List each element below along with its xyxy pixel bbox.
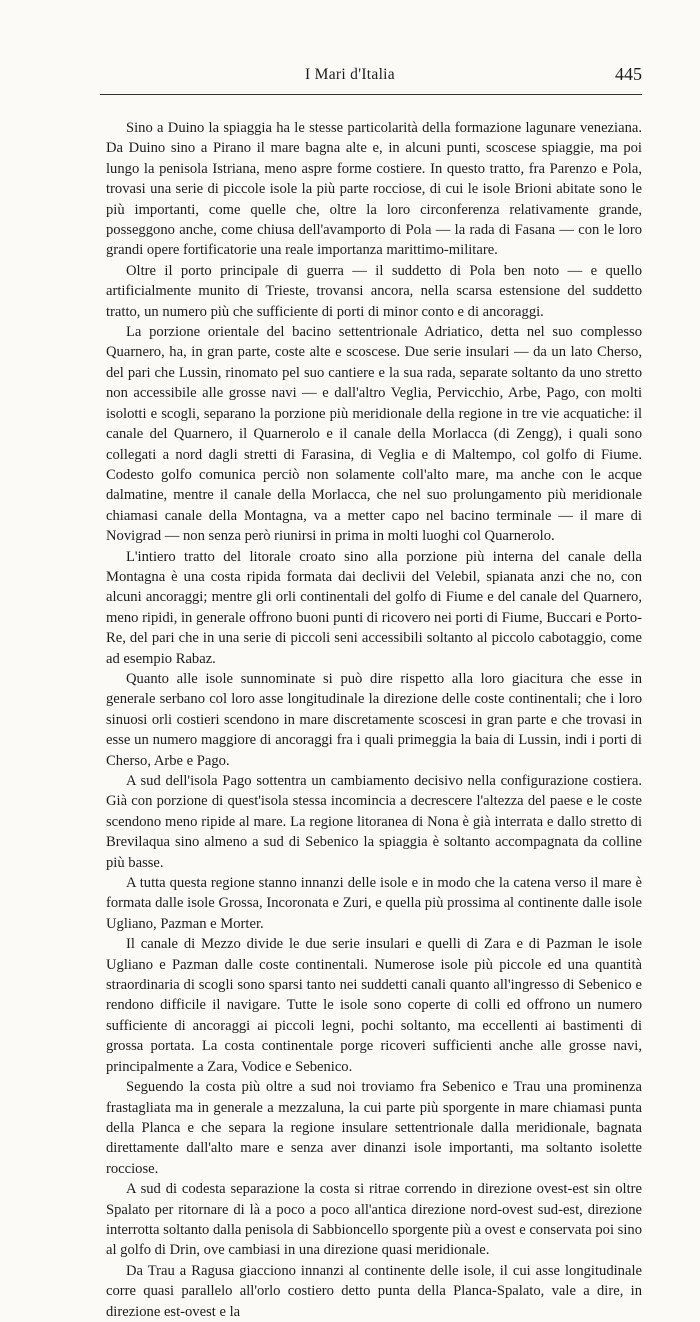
paragraph: Quanto alle isole sunnominate si può dire rispetto alla loro giacitura che esse in generale serbano col loro asse longitudinale la direzione delle coste continentali; che i loro sinuosi orli costieri scendono in mare discretamente scoscesi in gran parte e che trovasi in esse un numero maggiore di ancoraggi fra i quali primeggia la baia di Lussin, indi i porti di Cherso, Arbe e Pago.: [106, 670, 642, 769]
paragraph: L'intiero tratto del litorale croato sino alla porzione più interna del canale della Montagna è una costa ripida formata dai declivii del Velebil, spianata anzi che no, con alcuni ancoraggi; mentre gli orli continentali del golfo di Fiume e del canale del Quarnero, meno ripidi, in generale offrono buoni punti di ricovero nei porti di Fiume, Buccari e Porto-Re, del pari che in una serie di piccoli seni accessibili soltanto al piccolo cabotaggio, come ad esempio Rabaz.: [106, 548, 642, 667]
paragraph: Sino a Duino la spiaggia ha le stesse particolarità della formazione lagunare veneziana. Da Duino sino a Pirano il mare bagna alte e, in alcuni punti, scoscese spiaggie, ma poi lungo la penisola Istriana, meno aspre forme costiere. In questo tratto, fra Parenzo e Pola, trovasi una serie di piccole isole la più parte rocciose, di cui le isole Brioni abitate sono le più importanti, come quelle che, oltre la loro circonferenza relativamente grande, posseggono anche, come chiusa dell'avamporto di Pola — la rada di Fasana — con le loro grandi opere fortificatorie una reale importanza marittimo-militare.: [106, 120, 642, 259]
paragraph: La porzione orientale del bacino settentrionale Adriatico, detta nel suo complesso Quarnero, ha, in gran parte, coste alte e scoscese. Due serie insulari — da un lato Cherso, del pari che Lussin, rinomato pel suo cantiere e la sua rada, separate soltanto da uno stretto non accessibile alle grosse navi — e dall'altro Veglia, Pervicchio, Arbe, Pago, con molti isolotti e scogli, separano la porzione più meridionale della regione in tre vie acquatiche: il canale del Quarnero, il Quarnerolo e il canale della Morlacca (di Zengg), i quali sono collegati a nord dagli stretti di Farasina, di Veglia e di Maltempo, col golfo di Fiume. Codesto golfo comunica perciò non solamente coll'alto mare, ma anche con le acque dalmatine, mentre il canale della Morlacca, che nel suo prolungamento più meridionale chiamasi canale della Montagna, va a metter capo nel bacino terminale — il mare di Novigrad — non senza però riunirsi in prima in molti luoghi col Quarnerolo.: [106, 324, 642, 545]
running-title: I Mari d'Italia: [305, 66, 395, 83]
paragraph: Seguendo la costa più oltre a sud noi troviamo fra Sebenico e Trau una prominenza frastagliata ma in generale a mezzaluna, la cui parte più sporgente in mare chiamasi punta della Planca e che separa la regione insulare settentrionale dalla meridionale, bagnata direttamente dall'alto mare e senza aver dinanzi isole importanti, ma soltanto isolette rocciose.: [106, 1079, 642, 1177]
paragraph: Il canale di Mezzo divide le due serie insulari e quelli di Zara e di Pazman le isole Ugliano e Pazman dalle coste continentali. Numerose isole più piccole ed una quantità straordinaria di scogli sono sparsi tanto nei suddetti canali quanto all'ingresso di Sebenico e rendono difficile il navigare. Tutte le isole sono coperte di colli ed offrono un numero sufficiente di ancoraggi ai piccoli legni, pochi soltanto, ma eccellenti ai bastimenti di grossa portata. La costa continentale porge ricoveri sufficienti anche alle grosse navi, principalmente a Zara, Vodice e Sebenico.: [106, 936, 642, 1075]
paragraph: A sud dell'isola Pago sottentra un cambiamento decisivo nella configurazione costiera. Già con porzione di quest'isola stessa incomincia a decrescere l'altezza del paese e le coste scendono meno ripide al mare. La regione litoranea di Nona è già interrata e dallo stretto di Brevilaqua sino almeno a sud di Sebenico la spiaggia è soltanto accompagnata da colline più basse.: [106, 773, 642, 871]
header-rule: [100, 94, 642, 95]
page-header: [0, 66, 700, 90]
paragraph: A tutta questa regione stanno innanzi delle isole e in modo che la catena verso il mare è formata dalle isole Grossa, Incoronata e Zuri, e quella più prossima al continente dalle isole Ugliano, Pazman e Morter.: [106, 875, 642, 932]
paragraph: Da Trau a Ragusa giacciono innanzi al continente delle isole, il cui asse longitudinale corre quasi parallelo all'orlo costiero detto punta della Planca-Spalato, vale a dire, in direzione est-ovest e la: [106, 1262, 642, 1320]
paragraph: A sud di codesta separazione la costa si ritrae correndo in direzione ovest-est sin oltre Spalato per ritornare di là a poco a poco all'antica direzione nord-ovest sud-est, direzione interrotta soltanto dalla penisola di Sabbioncello sporgente più a ovest e conservata poi sino al golfo di Drin, ove cambiasi in una direzione quasi meridionale.: [106, 1181, 642, 1259]
paragraph: Oltre il porto principale di guerra — il suddetto di Pola ben noto — e quello artificialmente munito di Trieste, trovansi ancora, nella scarsa estensione del suddetto tratto, un numero più che sufficiente di porti di minor conto e di ancoraggi.: [106, 262, 642, 320]
body-text: [106, 118, 642, 1322]
page-number: 445: [615, 64, 642, 84]
